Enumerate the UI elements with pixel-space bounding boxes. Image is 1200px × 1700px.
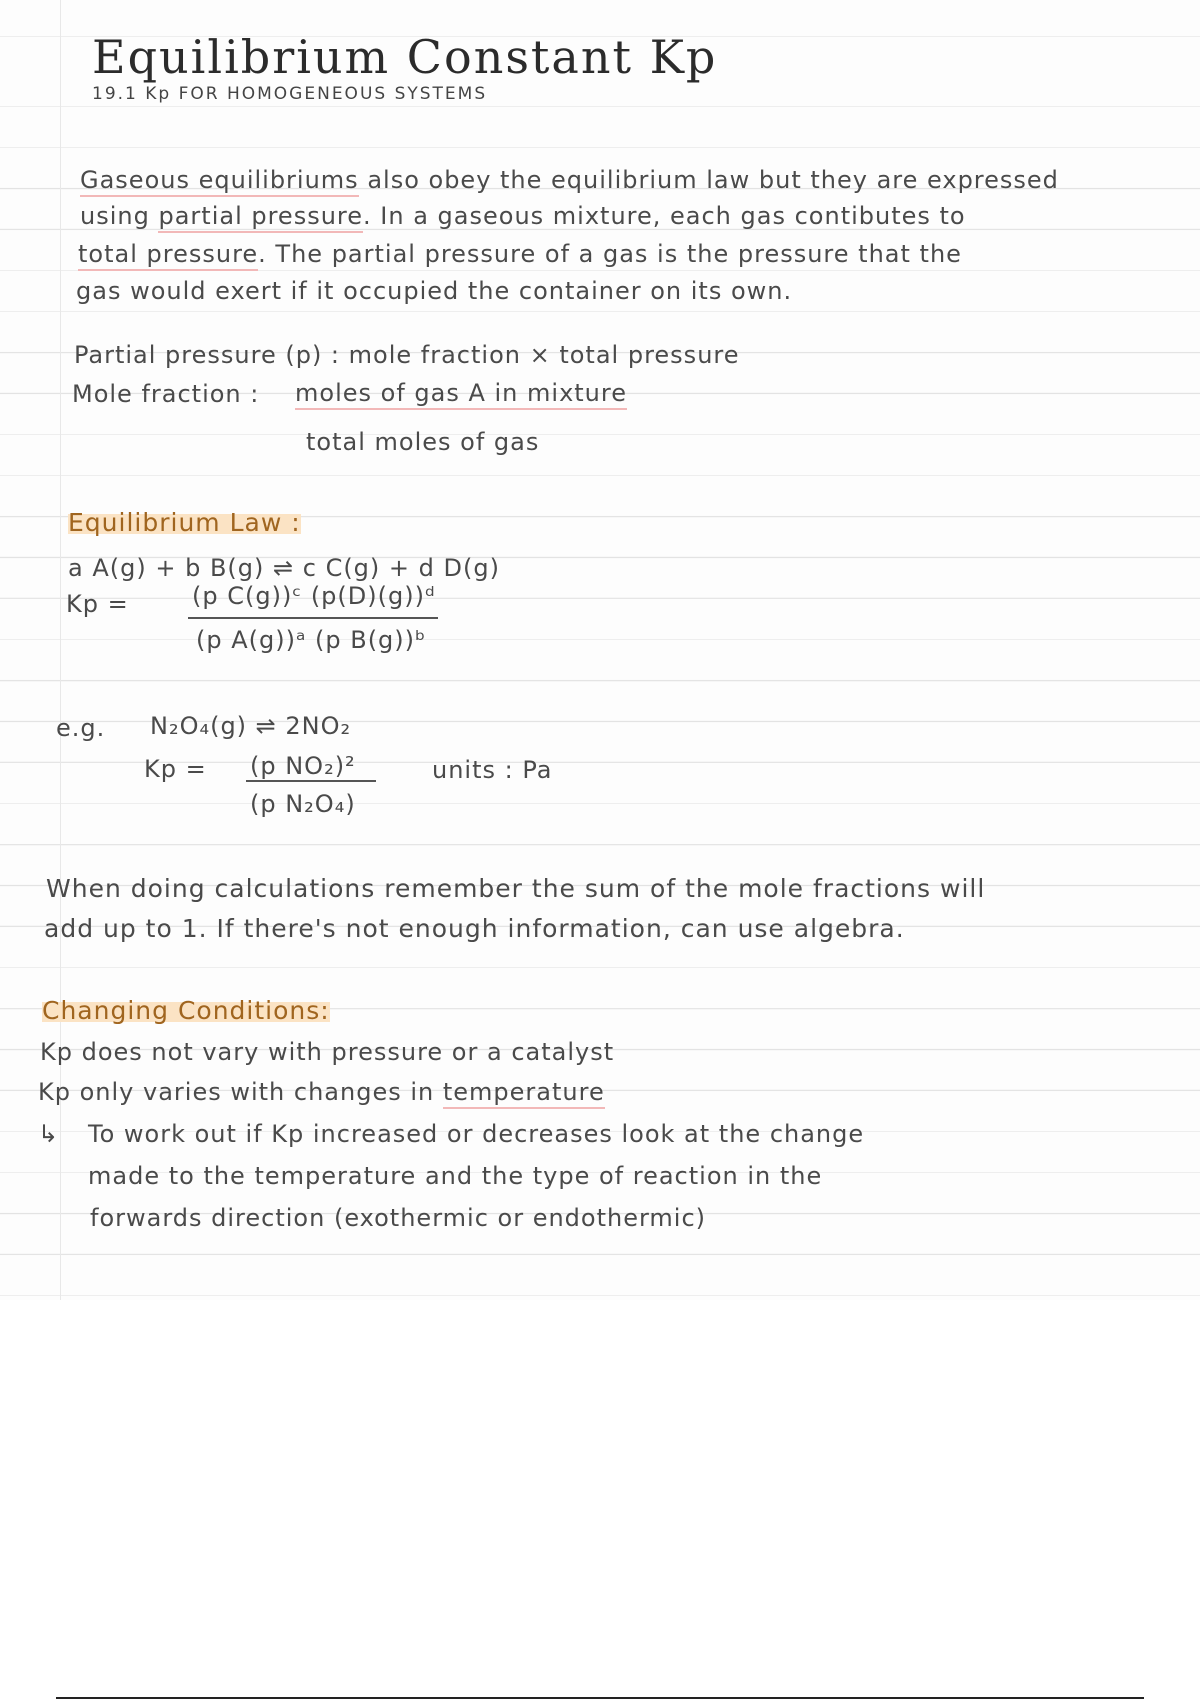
page-title: Equilibrium Constant Kp [92, 30, 718, 84]
intro-line-4: gas would exert if it occupied the container on its own. [76, 277, 793, 305]
changing-line-3: To work out if Kp increased or decreases look at the change [88, 1120, 865, 1148]
intro-line-2-end: . In a gaseous mixture, each gas contibutes to [363, 202, 966, 230]
kp-general-numerator: (p C(g))ᶜ (p(D)(g))ᵈ [192, 582, 436, 610]
intro-line-2-start: using [80, 202, 159, 230]
changing-conditions-heading [42, 998, 330, 1023]
changing-line-5: forwards direction (exothermic or endothermic) [90, 1204, 707, 1232]
kp-example-fraction-bar [246, 780, 376, 782]
calc-note-line-1: When doing calculations remember the sum of the mole fractions will [46, 874, 986, 903]
changing-line-1: Kp does not vary with pressure or a catalyst [40, 1038, 615, 1066]
mole-fraction-numerator-text: moles of gas A in mixture [295, 379, 627, 410]
changing-term-temperature: temperature [443, 1078, 605, 1109]
equilibrium-law-heading-text: Equilibrium Law : [68, 508, 301, 537]
kp-example-numerator: (p NO₂)² [250, 752, 356, 780]
kp-label-general: Kp = [66, 590, 129, 618]
equilibrium-law-heading [68, 510, 301, 535]
changing-line-2 [38, 1080, 605, 1104]
example-label: e.g. [56, 714, 106, 742]
kp-example-denominator: (p N₂O₄) [250, 790, 356, 818]
changing-line-4: made to the temperature and the type of reaction in the [88, 1162, 823, 1190]
intro-line-1-text: also obey the equilibrium law but they are expressed [358, 166, 1059, 194]
intro-term-gaseous-equilibriums: Gaseous equilibriums [80, 166, 359, 197]
changing-line-2-text: Kp only varies with changes in [38, 1078, 443, 1106]
intro-line-1 [80, 168, 1059, 192]
bottom-rule [56, 1697, 1144, 1699]
intro-line-3 [78, 242, 962, 266]
arrow-icon: ↳ [38, 1120, 60, 1148]
kp-general-denominator: (p A(g))ᵃ (p B(g))ᵇ [196, 626, 427, 654]
kp-example-units: units : Pa [432, 756, 553, 784]
intro-line-2 [80, 204, 966, 228]
calc-note-line-2: add up to 1. If there's not enough information, can use algebra. [44, 914, 905, 943]
partial-pressure-definition: Partial pressure (p) : mole fraction × total pressure [74, 341, 740, 369]
mole-fraction-numerator [295, 381, 627, 405]
kp-label-example: Kp = [144, 755, 207, 783]
changing-conditions-heading-text: Changing Conditions: [42, 996, 330, 1025]
example-reaction: N₂O₄(g) ⇌ 2NO₂ [150, 712, 352, 740]
intro-line-3-end: . The partial pressure of a gas is the pressure that the [258, 240, 962, 268]
section-subtitle: 19.1 Kp FOR HOMOGENEOUS SYSTEMS [92, 84, 488, 104]
kp-general-fraction-bar [188, 617, 438, 619]
general-reaction: a A(g) + b B(g) ⇌ c C(g) + d D(g) [68, 554, 500, 582]
intro-term-total-pressure: total pressure [78, 240, 258, 271]
intro-term-partial-pressure: partial pressure [158, 202, 363, 233]
mole-fraction-label: Mole fraction : [72, 380, 260, 408]
mole-fraction-denominator: total moles of gas [306, 428, 540, 456]
